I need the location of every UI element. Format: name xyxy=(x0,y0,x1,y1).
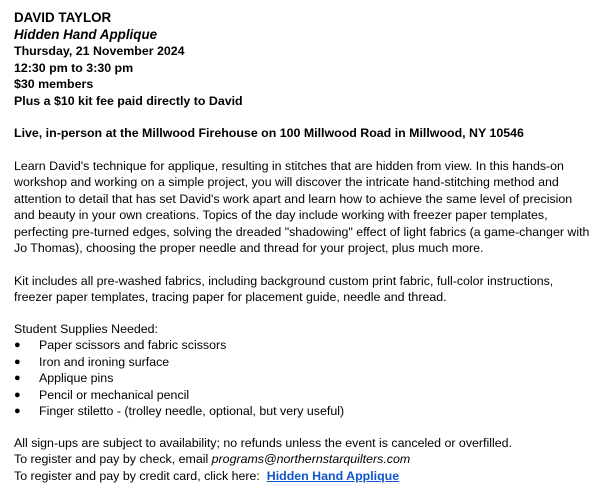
event-date: Thursday, 21 November 2024 xyxy=(14,44,185,58)
bullet-icon: ● xyxy=(14,372,21,384)
kit-fee: Plus a $10 kit fee paid directly to David xyxy=(14,93,243,108)
list-item xyxy=(14,370,594,387)
bullet-icon: ● xyxy=(14,405,21,417)
supply-item-label: Applique pins xyxy=(39,371,114,385)
card-registration xyxy=(14,468,594,485)
registration-email: programs@northernstarquilters.com xyxy=(211,452,411,466)
kit-includes: Kit includes all pre-washed fabrics, including background custom print fabric, full-color instructions, freezer paper templates, tracing paper for placement guide, needle and thread. xyxy=(14,273,554,304)
list-item xyxy=(14,403,594,420)
card-registration-label: To register and pay by credit card, click here: xyxy=(14,468,267,483)
bullet-icon: ● xyxy=(14,355,21,368)
check-registration xyxy=(14,451,594,468)
event-location: Live, in-person at the Millwood Firehouse on 100 Millwood Road in Millwood, NY 10546 xyxy=(14,126,524,140)
workshop-title: Hidden Hand Applique xyxy=(14,27,158,42)
event-price: $30 members xyxy=(14,77,94,91)
supply-item-label: Finger stiletto - (trolley needle, optional, but very useful) xyxy=(39,404,345,418)
supplies-list xyxy=(14,337,594,420)
workshop-description: Learn David's technique for applique, resulting in stitches that are hidden from view. In this hands-on workshop and working on a simple project, you will discover the intricate hand-stitching method and attention to detail that has set David's work apart and learn how to achieve the same level of precision and beauty in your own creations. Topics of the day include working with freezer paper templates, perfecting pre-turned edges, solving the dreaded "shadowing" effect of light fabrics (a game-changer with Jo Thomas), choosing the proper needle and thread for your project, plus much more. xyxy=(14,158,590,255)
list-item xyxy=(14,337,594,354)
supply-item-label: Iron and ironing surface xyxy=(39,354,170,369)
check-registration-label: To register and pay by check, email xyxy=(14,452,212,466)
bullet-icon: ● xyxy=(14,388,21,401)
registration-link[interactable]: Hidden Hand Applique xyxy=(266,468,400,483)
supply-item-label: Paper scissors and fabric scissors xyxy=(39,338,227,352)
list-item xyxy=(14,354,594,371)
event-time: 12:30 pm to 3:30 pm xyxy=(14,60,134,75)
list-item xyxy=(14,387,594,404)
supplies-heading: Student Supplies Needed: xyxy=(14,321,158,336)
bullet-icon: ● xyxy=(14,339,21,351)
instructor-name: DAVID TAYLOR xyxy=(14,10,112,25)
workshop-document xyxy=(14,9,594,484)
availability-note: All sign-ups are subject to availability; no refunds unless the event is canceled or overfilled. xyxy=(14,435,512,450)
supply-item-label: Pencil or mechanical pencil xyxy=(39,387,190,402)
